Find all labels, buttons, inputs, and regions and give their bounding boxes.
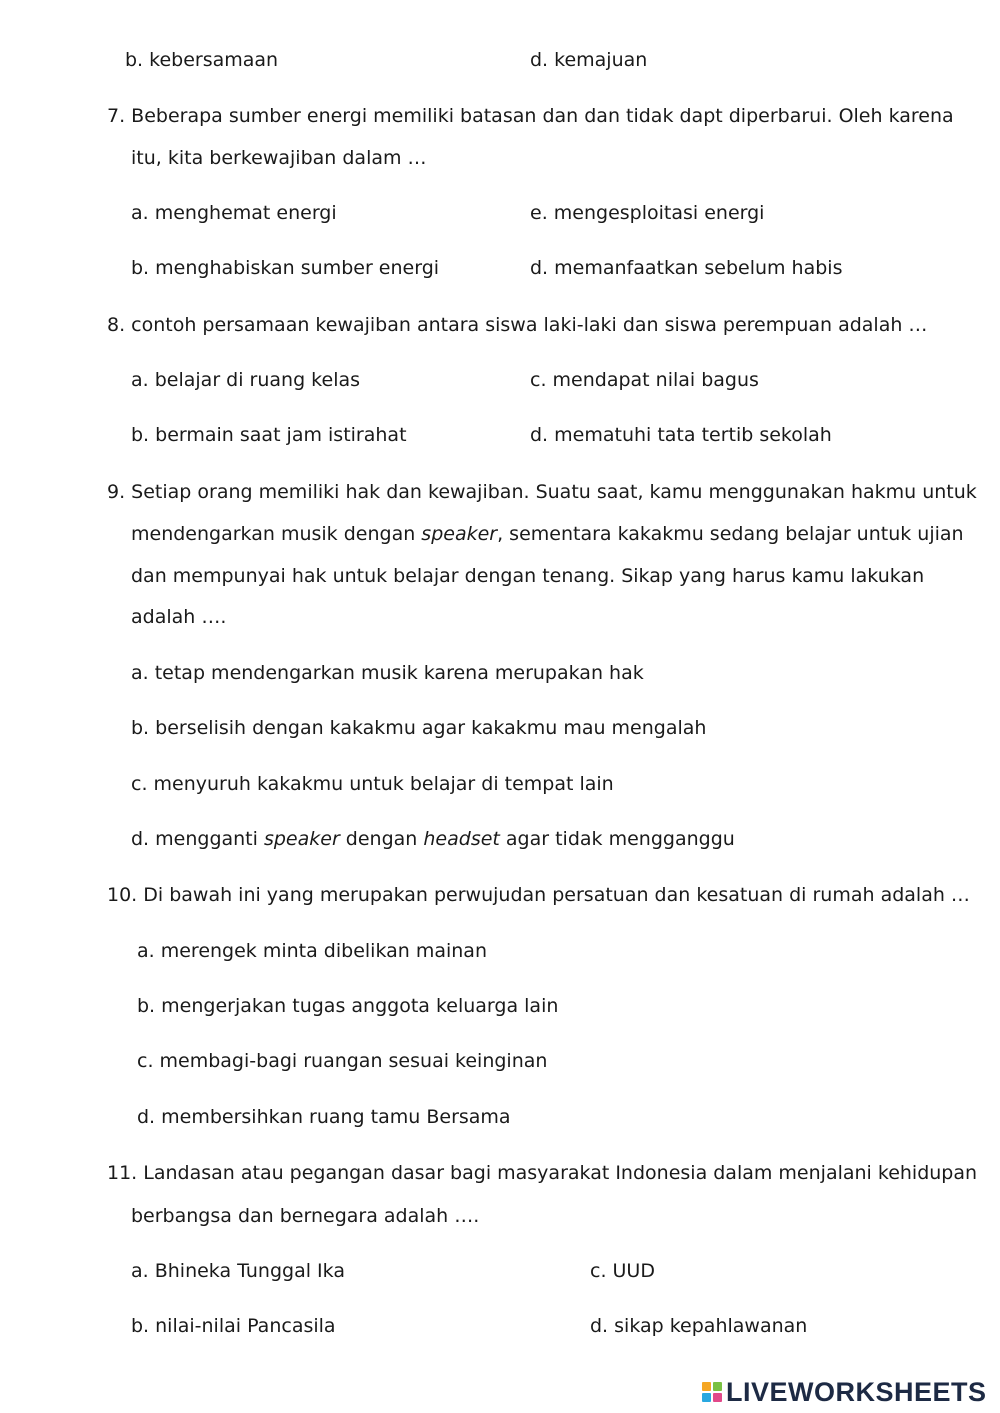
q11-option-b: b. nilai-nilai Pancasila bbox=[131, 1315, 336, 1337]
q7-option-b: b. menghabiskan sumber energi bbox=[131, 257, 440, 279]
question-11-text-cont: berbangsa dan bernegara adalah …. bbox=[131, 1205, 480, 1227]
liveworksheets-logo bbox=[702, 1378, 987, 1406]
q9-option-a: a. tetap mendengarkan musik karena merupakan hak bbox=[131, 662, 644, 684]
question-7-text-cont: itu, kita berkewajiban dalam … bbox=[131, 147, 427, 169]
question-8-text: 8. contoh persamaan kewajiban antara siswa laki-laki dan siswa perempuan adalah … bbox=[107, 314, 928, 336]
q9-option-d-em2: headset bbox=[423, 828, 500, 850]
q11-option-a: a. Bhineka Tunggal Ika bbox=[131, 1260, 345, 1282]
q8-option-c: c. mendapat nilai bagus bbox=[530, 369, 759, 391]
q7-option-a: a. menghemat energi bbox=[131, 202, 337, 224]
liveworksheets-logo-text: LIVEWORKSHEETS bbox=[726, 1376, 987, 1407]
q9-option-d bbox=[131, 827, 735, 851]
q9-line2-end: , sementara kakakmu sedang belajar untuk ujian bbox=[497, 523, 964, 545]
q9-option-d-end: agar tidak mengganggu bbox=[499, 828, 735, 850]
q9-option-c: c. menyuruh kakakmu untuk belajar di tempat lain bbox=[131, 773, 614, 795]
q10-option-b: b. mengerjakan tugas anggota keluarga lain bbox=[137, 995, 559, 1017]
question-9-text: 9. Setiap orang memiliki hak dan kewajiban. Suatu saat, kamu menggunakan hakmu untuk bbox=[107, 481, 977, 503]
q9-option-d-mid: dengan bbox=[339, 828, 424, 850]
q10-option-c: c. membagi-bagi ruangan sesuai keinginan bbox=[137, 1050, 548, 1072]
q9-option-d-start: d. mengganti bbox=[131, 828, 264, 850]
question-9-text-line4: adalah …. bbox=[131, 606, 227, 628]
prev-option-b: b. kebersamaan bbox=[125, 49, 279, 71]
q7-option-d: d. memanfaatkan sebelum habis bbox=[530, 257, 843, 279]
question-7-text: 7. Beberapa sumber energi memiliki batasan dan dan tidak dapt diperbarui. Oleh karena bbox=[107, 105, 954, 127]
q11-option-d: d. sikap kepahlawanan bbox=[590, 1315, 808, 1337]
q10-option-d: d. membersihkan ruang tamu Bersama bbox=[137, 1106, 511, 1128]
logo-square-2 bbox=[713, 1382, 722, 1391]
prev-option-d: d. kemajuan bbox=[530, 49, 648, 71]
q9-option-d-em1: speaker bbox=[263, 828, 340, 850]
logo-square-1 bbox=[702, 1382, 711, 1391]
question-11-text: 11. Landasan atau pegangan dasar bagi masyarakat Indonesia dalam menjalani kehidupan bbox=[107, 1162, 978, 1184]
q8-option-b: b. bermain saat jam istirahat bbox=[131, 424, 407, 446]
q11-option-c: c. UUD bbox=[590, 1260, 655, 1282]
liveworksheets-logo-icon bbox=[702, 1382, 722, 1402]
q8-option-a: a. belajar di ruang kelas bbox=[131, 369, 361, 391]
q9-line2-start: mendengarkan musik dengan bbox=[131, 523, 422, 545]
q9-line2-em: speaker bbox=[421, 523, 498, 545]
q8-option-d: d. mematuhi tata tertib sekolah bbox=[530, 424, 832, 446]
q7-option-e: e. mengesploitasi energi bbox=[530, 202, 765, 224]
question-9-text-line2 bbox=[131, 522, 964, 546]
q9-option-b: b. berselisih dengan kakakmu agar kakakmu mau mengalah bbox=[131, 717, 707, 739]
logo-square-4 bbox=[713, 1393, 722, 1402]
logo-square-3 bbox=[702, 1393, 711, 1402]
q10-option-a: a. merengek minta dibelikan mainan bbox=[137, 940, 487, 962]
question-10-text: 10. Di bawah ini yang merupakan perwujudan persatuan dan kesatuan di rumah adalah … bbox=[107, 884, 970, 906]
question-9-text-line3: dan mempunyai hak untuk belajar dengan tenang. Sikap yang harus kamu lakukan bbox=[131, 565, 925, 587]
